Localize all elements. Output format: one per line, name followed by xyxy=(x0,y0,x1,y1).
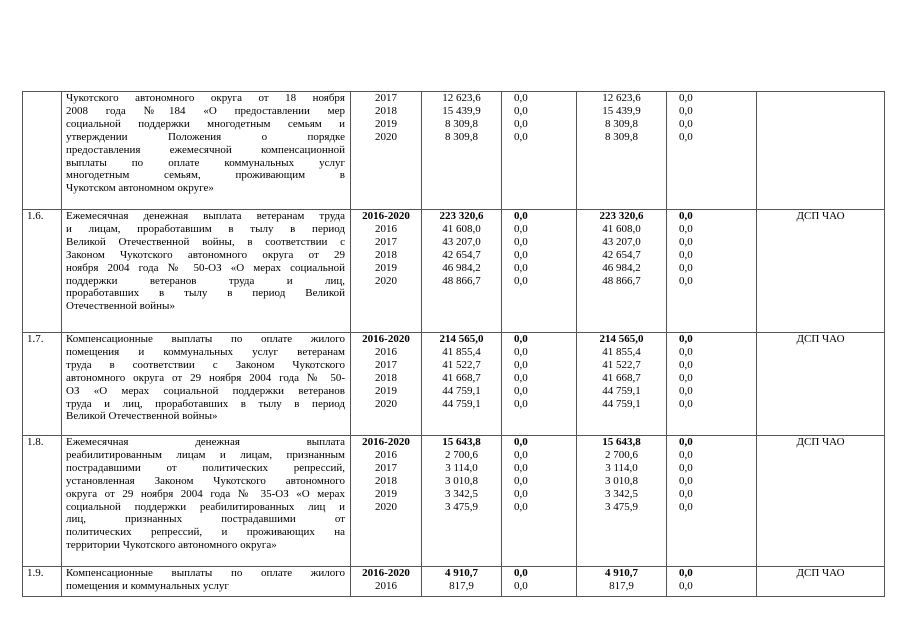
period-cell xyxy=(351,436,422,567)
description-line: поддержки ветеранов труда и лиц, xyxy=(66,274,345,287)
total-value: 44 759,1 xyxy=(442,397,481,410)
reg-value: 41 522,7 xyxy=(602,358,641,371)
table-row xyxy=(23,436,885,567)
total-value: 15 643,8 xyxy=(442,436,481,448)
total-value: 3 114,0 xyxy=(445,461,478,474)
year-value: 2020 xyxy=(375,274,397,287)
total-value: 44 759,1 xyxy=(442,384,481,397)
year-value: 2016-2020 xyxy=(362,333,410,345)
description-line: предоставления ежемесячной компенсационной xyxy=(66,143,345,156)
fed-value: 0,0 xyxy=(514,487,528,500)
oth-value: 0,0 xyxy=(679,567,693,579)
year-value: 2017 xyxy=(375,461,397,474)
description-line: реабилитированным лицам и лицам, признанным xyxy=(66,448,345,461)
year-value: 2018 xyxy=(375,474,397,487)
description-line: Отечественной войны» xyxy=(66,300,175,313)
table-row xyxy=(23,210,885,333)
other-sources-cell xyxy=(667,210,757,333)
oth-value: 0,0 xyxy=(679,274,693,287)
federal-budget-cell xyxy=(502,92,577,210)
year-value: 2018 xyxy=(375,371,397,384)
description-line: Ежемесячная денежная выплата ветеранам труда xyxy=(66,210,345,222)
year-value: 2019 xyxy=(375,384,397,397)
federal-budget-cell xyxy=(502,210,577,333)
year-value: 2019 xyxy=(375,261,397,274)
fed-value: 0,0 xyxy=(514,345,528,358)
oth-value: 0,0 xyxy=(679,487,693,500)
table-row xyxy=(23,567,885,597)
reg-value: 3 342,5 xyxy=(605,487,638,500)
item-description xyxy=(62,92,351,210)
total-value: 41 668,7 xyxy=(442,371,481,384)
oth-value: 0,0 xyxy=(679,235,693,248)
reg-value: 15 439,9 xyxy=(602,104,641,117)
description-line: помещения и коммунальных услуг ветеранам xyxy=(66,345,345,358)
description-line: политических репрессий, и проживающих на xyxy=(66,526,345,539)
reg-value: 4 910,7 xyxy=(605,567,638,579)
oth-value: 0,0 xyxy=(679,92,693,104)
reg-value: 41 668,7 xyxy=(602,371,641,384)
program-table xyxy=(22,91,885,597)
oth-value: 0,0 xyxy=(679,474,693,487)
oth-value: 0,0 xyxy=(679,358,693,371)
item-number xyxy=(23,92,62,210)
description-line: ноября 2004 года № 50-ОЗ «О мерах социальной xyxy=(66,261,345,274)
fed-value: 0,0 xyxy=(514,210,528,222)
total-value: 8 309,8 xyxy=(445,130,478,143)
reg-value: 2 700,6 xyxy=(605,448,638,461)
reg-value: 8 309,8 xyxy=(605,117,638,130)
total-value: 12 623,6 xyxy=(442,92,481,104)
description-line: Чукотском автономном округе» xyxy=(66,182,214,195)
year-value: 2020 xyxy=(375,130,397,143)
year-value: 2016-2020 xyxy=(362,436,410,448)
year-value: 2019 xyxy=(375,487,397,500)
reg-value: 3 475,9 xyxy=(605,500,638,513)
period-cell xyxy=(351,333,422,436)
oth-value: 0,0 xyxy=(679,261,693,274)
total-cell xyxy=(422,333,502,436)
period-cell xyxy=(351,567,422,597)
fed-value: 0,0 xyxy=(514,461,528,474)
item-number: 1.6. xyxy=(23,210,62,333)
oth-value: 0,0 xyxy=(679,345,693,358)
oth-value: 0,0 xyxy=(679,448,693,461)
reg-value: 3 114,0 xyxy=(605,461,638,474)
fed-value: 0,0 xyxy=(514,130,528,143)
year-value: 2017 xyxy=(375,235,397,248)
fed-value: 0,0 xyxy=(514,235,528,248)
fed-value: 0,0 xyxy=(514,474,528,487)
total-value: 41 608,0 xyxy=(442,222,481,235)
regional-budget-cell xyxy=(577,333,667,436)
oth-value: 0,0 xyxy=(679,500,693,513)
total-value: 43 207,0 xyxy=(442,235,481,248)
year-value: 2016-2020 xyxy=(362,210,410,222)
fed-value: 0,0 xyxy=(514,92,528,104)
year-value: 2016 xyxy=(375,345,397,358)
description-line: выплаты по оплате коммунальных услуг xyxy=(66,156,345,169)
total-value: 4 910,7 xyxy=(445,567,478,579)
total-value: 214 565,0 xyxy=(439,333,484,345)
period-cell xyxy=(351,92,422,210)
year-value: 2017 xyxy=(375,358,397,371)
oth-value: 0,0 xyxy=(679,210,693,222)
reg-value: 8 309,8 xyxy=(605,130,638,143)
table-row xyxy=(23,333,885,436)
regional-budget-cell xyxy=(577,567,667,597)
fed-value: 0,0 xyxy=(514,333,528,345)
item-description xyxy=(62,436,351,567)
description-line: лиц, признанных пострадавшими от xyxy=(66,513,345,526)
federal-budget-cell xyxy=(502,567,577,597)
total-cell xyxy=(422,436,502,567)
description-line: автономного округа от 29 ноября 2004 года № 50- xyxy=(66,371,345,384)
total-value: 2 700,6 xyxy=(445,448,478,461)
federal-budget-cell xyxy=(502,333,577,436)
total-cell xyxy=(422,92,502,210)
table-body xyxy=(23,92,885,597)
reg-value: 44 759,1 xyxy=(602,397,641,410)
description-line: и лицам, проработавшим в тылу в период xyxy=(66,222,345,235)
executor-cell: ДСП ЧАО xyxy=(757,436,885,567)
total-value: 42 654,7 xyxy=(442,248,481,261)
fed-value: 0,0 xyxy=(514,371,528,384)
fed-value: 0,0 xyxy=(514,358,528,371)
description-line: многодетным семьям, проживающим в xyxy=(66,169,345,182)
total-value: 3 342,5 xyxy=(445,487,478,500)
description-line: утверждении Положения о порядке xyxy=(66,130,345,143)
fed-value: 0,0 xyxy=(514,579,528,592)
total-value: 15 439,9 xyxy=(442,104,481,117)
reg-value: 15 643,8 xyxy=(602,436,641,448)
oth-value: 0,0 xyxy=(679,104,693,117)
description-line: Чукотского автономного округа от 18 ноября xyxy=(66,92,345,104)
other-sources-cell xyxy=(667,567,757,597)
year-value: 2020 xyxy=(375,397,397,410)
reg-value: 46 984,2 xyxy=(602,261,641,274)
oth-value: 0,0 xyxy=(679,248,693,261)
oth-value: 0,0 xyxy=(679,579,693,592)
oth-value: 0,0 xyxy=(679,333,693,345)
regional-budget-cell xyxy=(577,436,667,567)
oth-value: 0,0 xyxy=(679,371,693,384)
description-line: установленная Законом Чукотского автономного xyxy=(66,474,345,487)
description-line: социальной поддержки многодетным семьям и xyxy=(66,117,345,130)
year-value: 2016 xyxy=(375,579,397,592)
total-value: 8 309,8 xyxy=(445,117,478,130)
total-value: 3 475,9 xyxy=(445,500,478,513)
description-line: Законом Чукотского автономного округа от 29 xyxy=(66,248,345,261)
total-value: 41 522,7 xyxy=(442,358,481,371)
description-line: Компенсационные выплаты по оплате жилого xyxy=(66,333,345,345)
description-line: труда и лиц, проработавших в тылу в период xyxy=(66,397,345,410)
fed-value: 0,0 xyxy=(514,274,528,287)
description-line: Ежемесячная денежная выплата xyxy=(66,436,345,448)
year-value: 2018 xyxy=(375,104,397,117)
year-value: 2020 xyxy=(375,500,397,513)
reg-value: 3 010,8 xyxy=(605,474,638,487)
fed-value: 0,0 xyxy=(514,104,528,117)
other-sources-cell xyxy=(667,436,757,567)
description-line: пострадавшими от политических репрессий, xyxy=(66,461,345,474)
oth-value: 0,0 xyxy=(679,397,693,410)
reg-value: 214 565,0 xyxy=(599,333,644,345)
fed-value: 0,0 xyxy=(514,436,528,448)
description-line: Великой Отечественной войны» xyxy=(66,410,218,423)
description-line: Компенсационные выплаты по оплате жилого xyxy=(66,567,345,579)
oth-value: 0,0 xyxy=(679,436,693,448)
oth-value: 0,0 xyxy=(679,384,693,397)
total-cell xyxy=(422,210,502,333)
year-value: 2017 xyxy=(375,92,397,104)
description-line: округа от 29 ноября 2004 года № 35-ОЗ «О мерах xyxy=(66,487,345,500)
fed-value: 0,0 xyxy=(514,222,528,235)
executor-cell xyxy=(757,92,885,210)
total-value: 223 320,6 xyxy=(439,210,484,222)
table-row xyxy=(23,92,885,210)
year-value: 2018 xyxy=(375,248,397,261)
reg-value: 42 654,7 xyxy=(602,248,641,261)
reg-value: 223 320,6 xyxy=(599,210,644,222)
description-line: социальной поддержки реабилитированных лиц и xyxy=(66,500,345,513)
oth-value: 0,0 xyxy=(679,222,693,235)
regional-budget-cell xyxy=(577,92,667,210)
description-line: помещения и коммунальных услуг xyxy=(66,579,229,592)
fed-value: 0,0 xyxy=(514,500,528,513)
fed-value: 0,0 xyxy=(514,261,528,274)
description-line: территории Чукотского автономного округа» xyxy=(66,539,277,552)
fed-value: 0,0 xyxy=(514,567,528,579)
fed-value: 0,0 xyxy=(514,248,528,261)
reg-value: 41 855,4 xyxy=(602,345,641,358)
reg-value: 12 623,6 xyxy=(602,92,641,104)
description-line: проработавших в тылу в период Великой xyxy=(66,287,345,300)
regional-budget-cell xyxy=(577,210,667,333)
year-value: 2016-2020 xyxy=(362,567,410,579)
year-value: 2016 xyxy=(375,448,397,461)
item-description xyxy=(62,333,351,436)
other-sources-cell xyxy=(667,92,757,210)
total-value: 817,9 xyxy=(449,579,474,592)
reg-value: 48 866,7 xyxy=(602,274,641,287)
total-value: 3 010,8 xyxy=(445,474,478,487)
total-cell xyxy=(422,567,502,597)
item-description xyxy=(62,210,351,333)
year-value: 2019 xyxy=(375,117,397,130)
executor-cell: ДСП ЧАО xyxy=(757,333,885,436)
year-value: 2016 xyxy=(375,222,397,235)
item-number: 1.7. xyxy=(23,333,62,436)
oth-value: 0,0 xyxy=(679,461,693,474)
total-value: 46 984,2 xyxy=(442,261,481,274)
item-description xyxy=(62,567,351,597)
reg-value: 817,9 xyxy=(609,579,634,592)
other-sources-cell xyxy=(667,333,757,436)
oth-value: 0,0 xyxy=(679,117,693,130)
description-line: труда в соответствии с Законом Чукотского xyxy=(66,358,345,371)
description-line: 2008 года №184 «О предоставлении мер xyxy=(66,104,345,117)
fed-value: 0,0 xyxy=(514,384,528,397)
fed-value: 0,0 xyxy=(514,448,528,461)
reg-value: 41 608,0 xyxy=(602,222,641,235)
oth-value: 0,0 xyxy=(679,130,693,143)
total-value: 48 866,7 xyxy=(442,274,481,287)
fed-value: 0,0 xyxy=(514,117,528,130)
reg-value: 43 207,0 xyxy=(602,235,641,248)
executor-cell: ДСП ЧАО xyxy=(757,210,885,333)
reg-value: 44 759,1 xyxy=(602,384,641,397)
item-number: 1.8. xyxy=(23,436,62,567)
period-cell xyxy=(351,210,422,333)
description-line: Великой Отечественной войны, в соответствии с xyxy=(66,235,345,248)
item-number: 1.9. xyxy=(23,567,62,597)
total-value: 41 855,4 xyxy=(442,345,481,358)
fed-value: 0,0 xyxy=(514,397,528,410)
executor-cell: ДСП ЧАО xyxy=(757,567,885,597)
federal-budget-cell xyxy=(502,436,577,567)
description-line: ОЗ «О мерах социальной поддержки ветеранов xyxy=(66,384,345,397)
